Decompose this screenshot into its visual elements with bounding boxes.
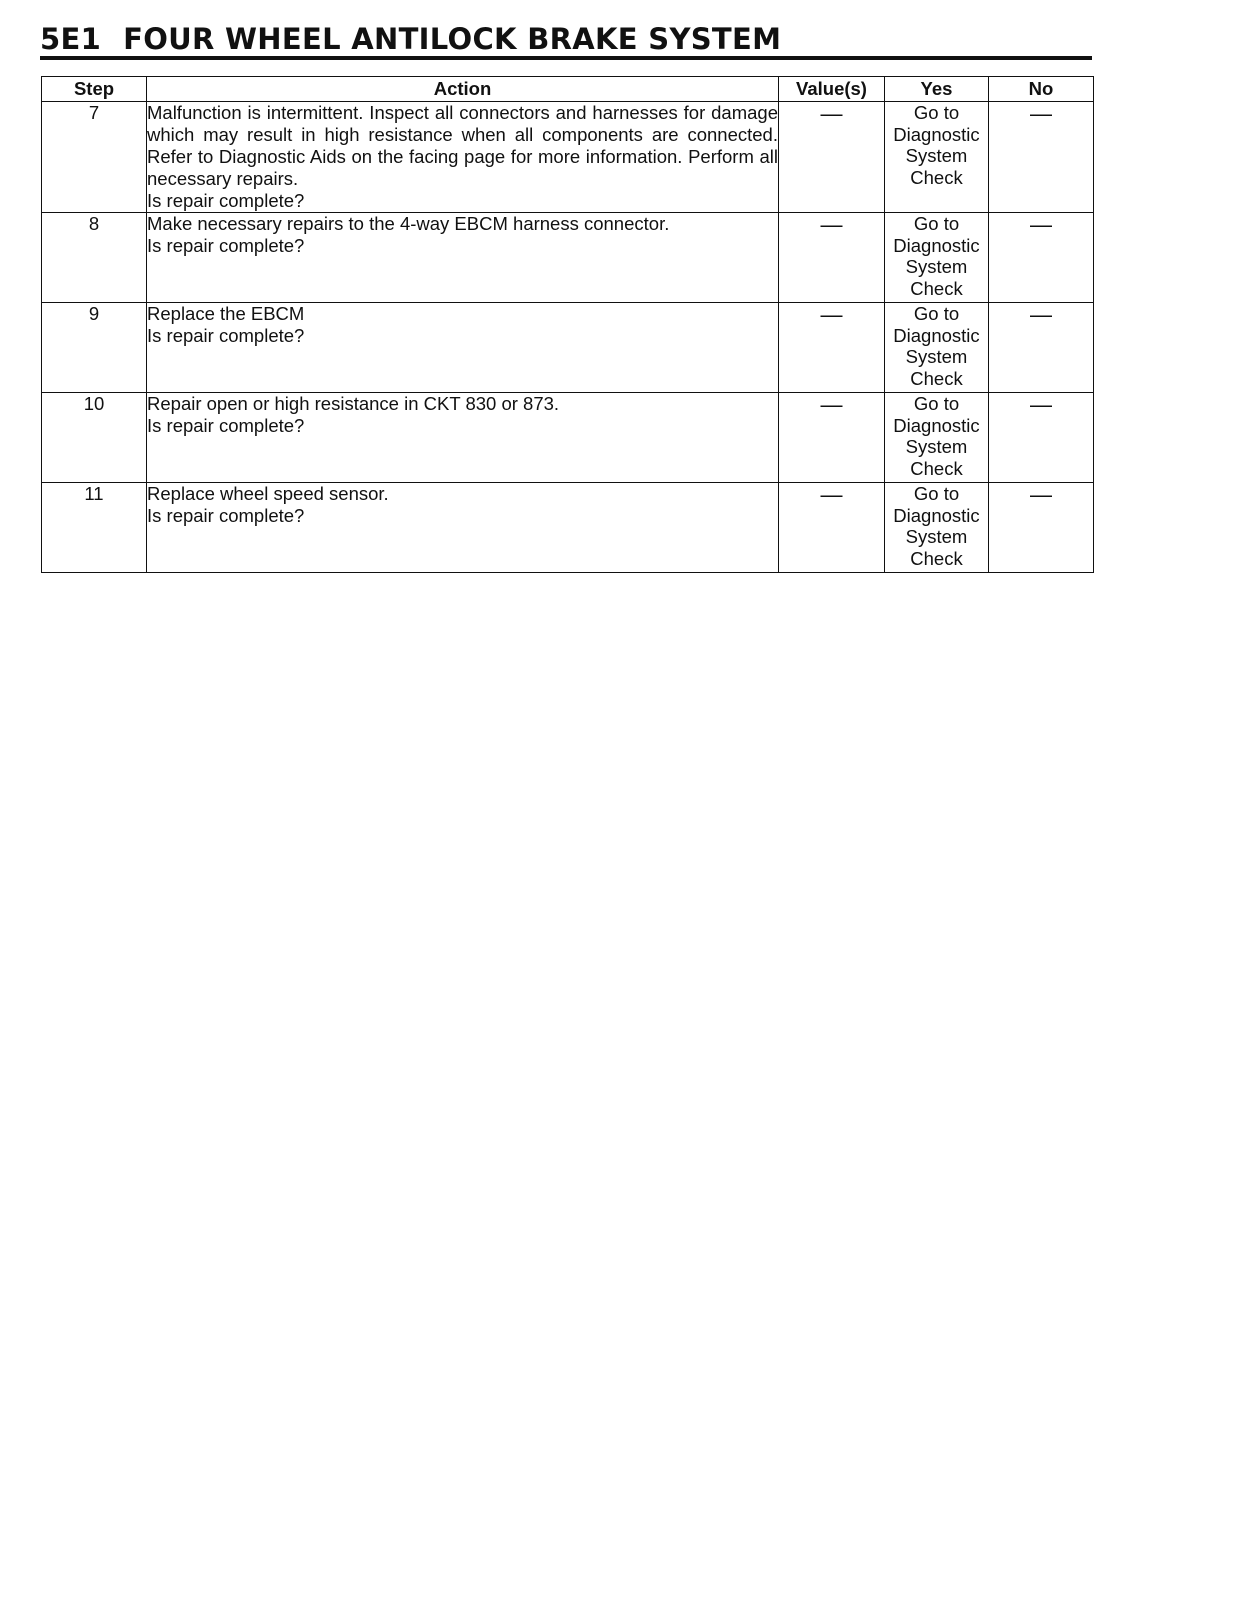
action-text: Malfunction is intermittent. Inspect all connectors and harnesses for damage which may result in high resistance when all components are connected. Refer to Diagnostic Aids on the facing page for more information. Perform all necessary repairs. bbox=[147, 102, 778, 189]
section-title: FOUR WHEEL ANTILOCK BRAKE SYSTEM bbox=[123, 22, 782, 56]
step-number: 9 bbox=[42, 303, 147, 393]
no-cell: — bbox=[989, 393, 1094, 483]
column-header-values: Value(s) bbox=[779, 77, 885, 102]
yes-line: Check bbox=[910, 166, 963, 188]
yes-line: Check bbox=[910, 367, 963, 389]
table-row bbox=[42, 213, 1094, 303]
yes-line: Go to bbox=[913, 303, 960, 324]
yes-line: System bbox=[905, 436, 968, 457]
yes-cell bbox=[885, 102, 989, 213]
step-number: 8 bbox=[42, 213, 147, 303]
yes-line: Check bbox=[910, 457, 963, 479]
column-header-no: No bbox=[989, 77, 1094, 102]
action-text: Replace the EBCM bbox=[147, 303, 305, 324]
yes-line: Diagnostic bbox=[893, 414, 980, 436]
action-text: Replace wheel speed sensor. bbox=[147, 483, 389, 504]
table-row bbox=[42, 483, 1094, 573]
step-number: 11 bbox=[42, 483, 147, 573]
step-number: 10 bbox=[42, 393, 147, 483]
table-header-row bbox=[42, 77, 1094, 102]
no-cell: — bbox=[989, 303, 1094, 393]
yes-cell bbox=[885, 303, 989, 393]
yes-line: Diagnostic bbox=[893, 123, 980, 145]
action-question: Is repair complete? bbox=[147, 190, 305, 211]
yes-line: Go to bbox=[913, 483, 960, 504]
header-rule bbox=[40, 56, 1092, 60]
yes-cell bbox=[885, 213, 989, 303]
table-row bbox=[42, 102, 1094, 213]
action-cell bbox=[147, 303, 779, 393]
yes-line: Check bbox=[910, 547, 963, 569]
column-header-step: Step bbox=[42, 77, 147, 102]
column-header-action: Action bbox=[147, 77, 779, 102]
no-cell: — bbox=[989, 102, 1094, 213]
action-question: Is repair complete? bbox=[147, 325, 305, 346]
yes-cell bbox=[885, 483, 989, 573]
action-cell bbox=[147, 213, 779, 303]
yes-line: System bbox=[905, 346, 968, 367]
yes-line: System bbox=[905, 145, 968, 166]
action-text: Repair open or high resistance in CKT 830 or 873. bbox=[147, 393, 560, 414]
value-cell: — bbox=[779, 393, 885, 483]
step-number: 7 bbox=[42, 102, 147, 213]
action-question: Is repair complete? bbox=[147, 235, 305, 256]
page-title bbox=[40, 22, 1092, 56]
value-cell: — bbox=[779, 483, 885, 573]
action-cell bbox=[147, 393, 779, 483]
value-cell: — bbox=[779, 102, 885, 213]
yes-line: Go to bbox=[913, 102, 960, 123]
action-text: Make necessary repairs to the 4-way EBCM harness connector. bbox=[147, 213, 670, 234]
yes-line: Check bbox=[910, 277, 963, 299]
diagnostic-table bbox=[41, 76, 1094, 573]
action-question: Is repair complete? bbox=[147, 415, 305, 436]
yes-line: Diagnostic bbox=[893, 324, 980, 346]
yes-line: Go to bbox=[913, 393, 960, 414]
yes-line: Diagnostic bbox=[893, 234, 980, 256]
yes-line: Go to bbox=[913, 213, 960, 234]
yes-line: System bbox=[905, 526, 968, 547]
section-code: 5E1 bbox=[40, 22, 102, 56]
yes-line: System bbox=[905, 256, 968, 277]
action-cell bbox=[147, 483, 779, 573]
action-cell bbox=[147, 102, 779, 213]
yes-cell bbox=[885, 393, 989, 483]
table-row bbox=[42, 303, 1094, 393]
page-header bbox=[40, 22, 1092, 60]
no-cell: — bbox=[989, 483, 1094, 573]
value-cell: — bbox=[779, 303, 885, 393]
no-cell: — bbox=[989, 213, 1094, 303]
column-header-yes: Yes bbox=[885, 77, 989, 102]
yes-line: Diagnostic bbox=[893, 504, 980, 526]
action-question: Is repair complete? bbox=[147, 505, 305, 526]
table-row bbox=[42, 393, 1094, 483]
value-cell: — bbox=[779, 213, 885, 303]
